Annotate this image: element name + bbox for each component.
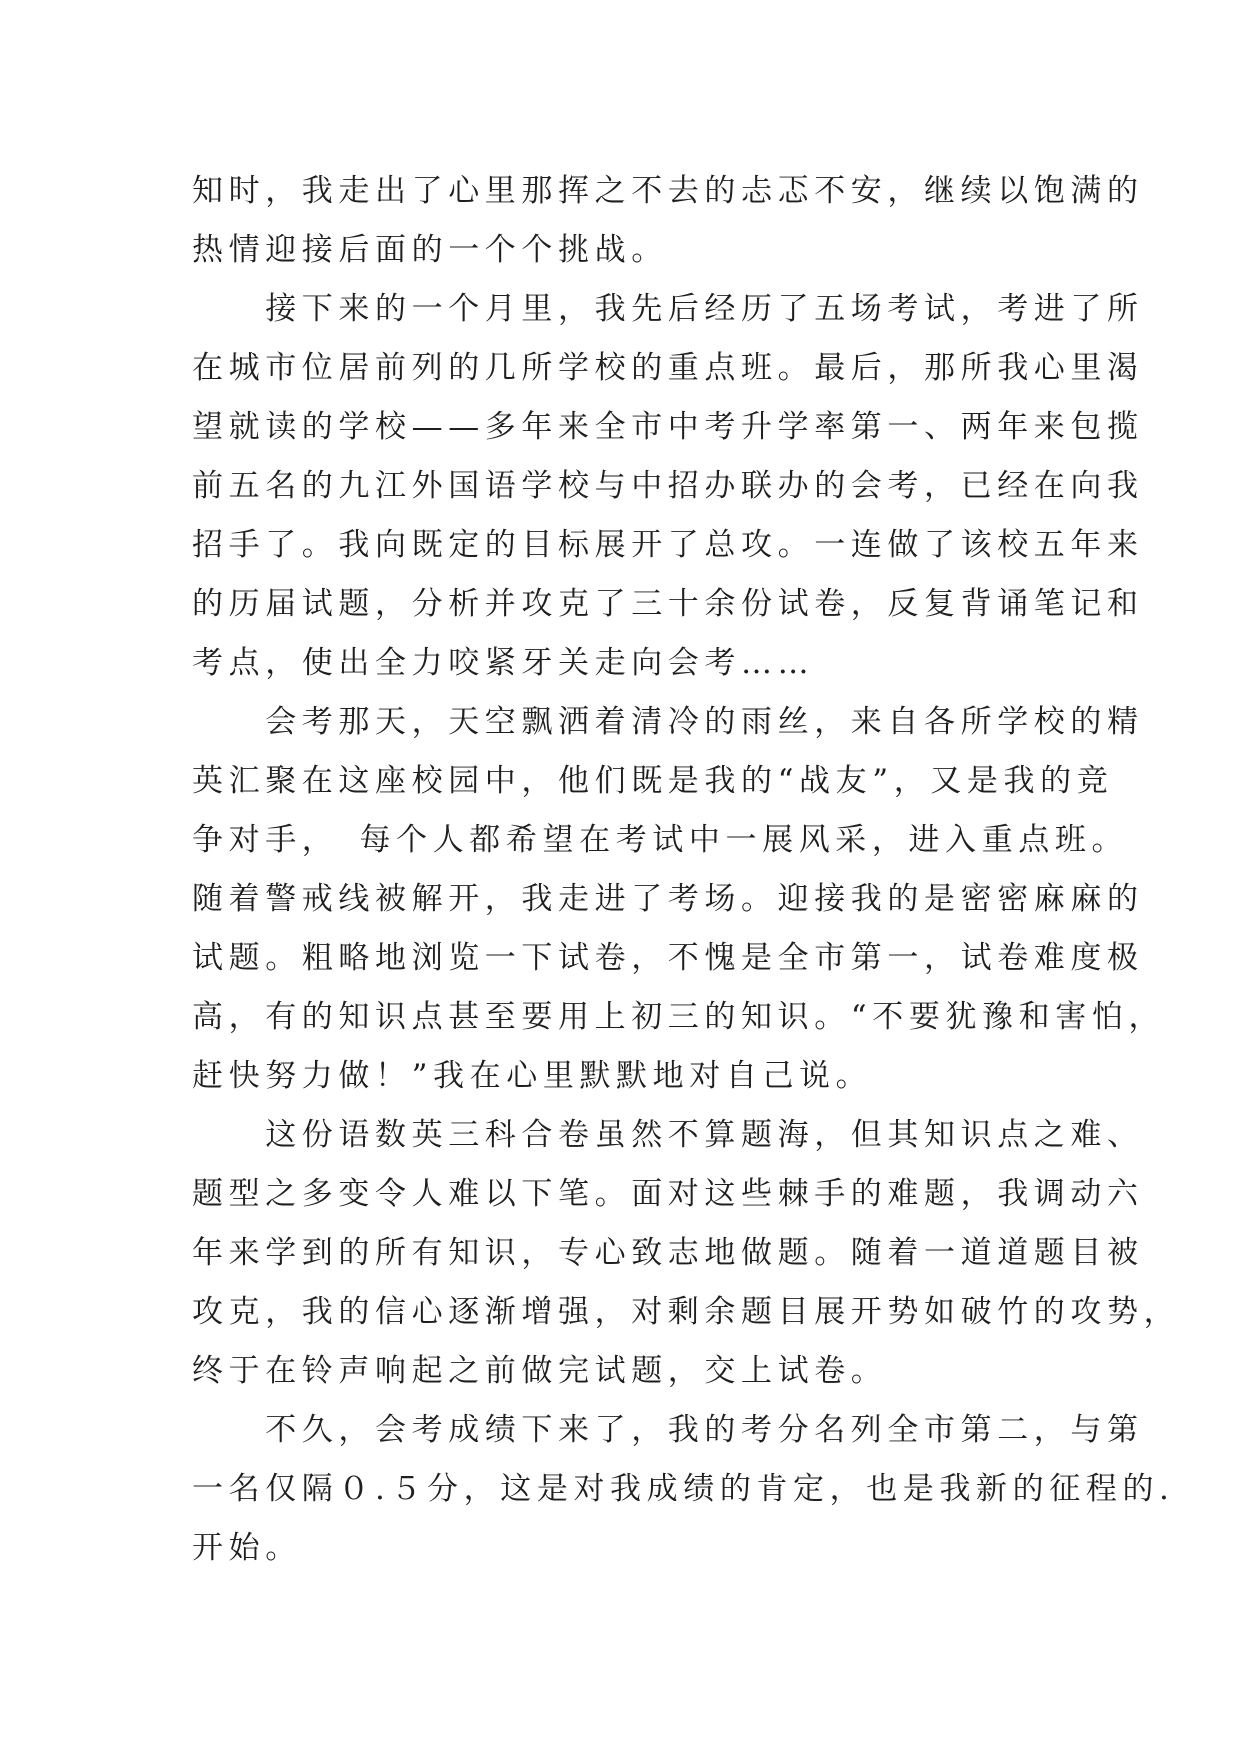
text-line: 考点，使出全力咬紧牙关走向会考…… — [192, 645, 815, 681]
text-line: 开始。 — [192, 1530, 302, 1566]
text-line: 望就读的学校——多年来全市中考升学率第一、两年来包揽 — [192, 409, 1144, 445]
text-line: 随着警戒线被解开，我走进了考场。迎接我的是密密麻麻的 — [192, 881, 1144, 917]
text-line: 接下来的一个月里，我先后经历了五场考试，考进了所 — [192, 291, 1144, 327]
text-line: 招手了。我向既定的目标展开了总攻。一连做了该校五年来 — [192, 527, 1144, 563]
text-line: 在城市位居前列的几所学校的重点班。最后，那所我心里渴 — [192, 350, 1144, 386]
text-line: 会考那天，天空飘洒着清冷的雨丝，来自各所学校的精 — [192, 704, 1144, 740]
text-line: 终于在铃声响起之前做完试题，交上试卷。 — [192, 1353, 888, 1389]
text-line: 热情迎接后面的一个个挑战。 — [192, 232, 668, 268]
text-line: 的历届试题，分析并攻克了三十余份试卷，反复背诵笔记和 — [192, 586, 1144, 622]
text-line: 一名仅隔０.５分，这是对我成绩的肯定，也是我新的征程的. — [192, 1471, 1175, 1507]
text-line: 题型之多变令人难以下笔。面对这些棘手的难题，我调动六 — [192, 1176, 1144, 1212]
text-line: 不久，会考成绩下来了，我的考分名列全市第二，与第 — [192, 1412, 1144, 1448]
text-line: 英汇聚在这座校园中，他们既是我的“战友”，又是我的竞 — [192, 763, 1114, 799]
text-line: 攻克，我的信心逐渐增强，对剩余题目展开势如破竹的攻势， — [192, 1294, 1181, 1330]
text-line: 赶快努力做！”我在心里默默地对自己说。 — [192, 1058, 873, 1094]
text-line: 争对手， 每个人都希望在考试中一展风采，进入重点班。 — [192, 822, 1129, 858]
text-line: 年来学到的所有知识，专心致志地做题。随着一道道题目被 — [192, 1235, 1144, 1271]
text-line: 试题。粗略地浏览一下试卷，不愧是全市第一，试卷难度极 — [192, 940, 1144, 976]
text-line: 知时，我走出了心里那挥之不去的忐忑不安，继续以饱满的 — [192, 173, 1144, 209]
text-line: 这份语数英三科合卷虽然不算题海，但其知识点之难、 — [192, 1117, 1144, 1153]
essay-body — [192, 162, 1181, 1578]
text-line: 高，有的知识点甚至要用上初三的知识。“不要犹豫和害怕， — [192, 999, 1166, 1035]
text-line: 前五名的九江外国语学校与中招办联办的会考，已经在向我 — [192, 468, 1144, 504]
